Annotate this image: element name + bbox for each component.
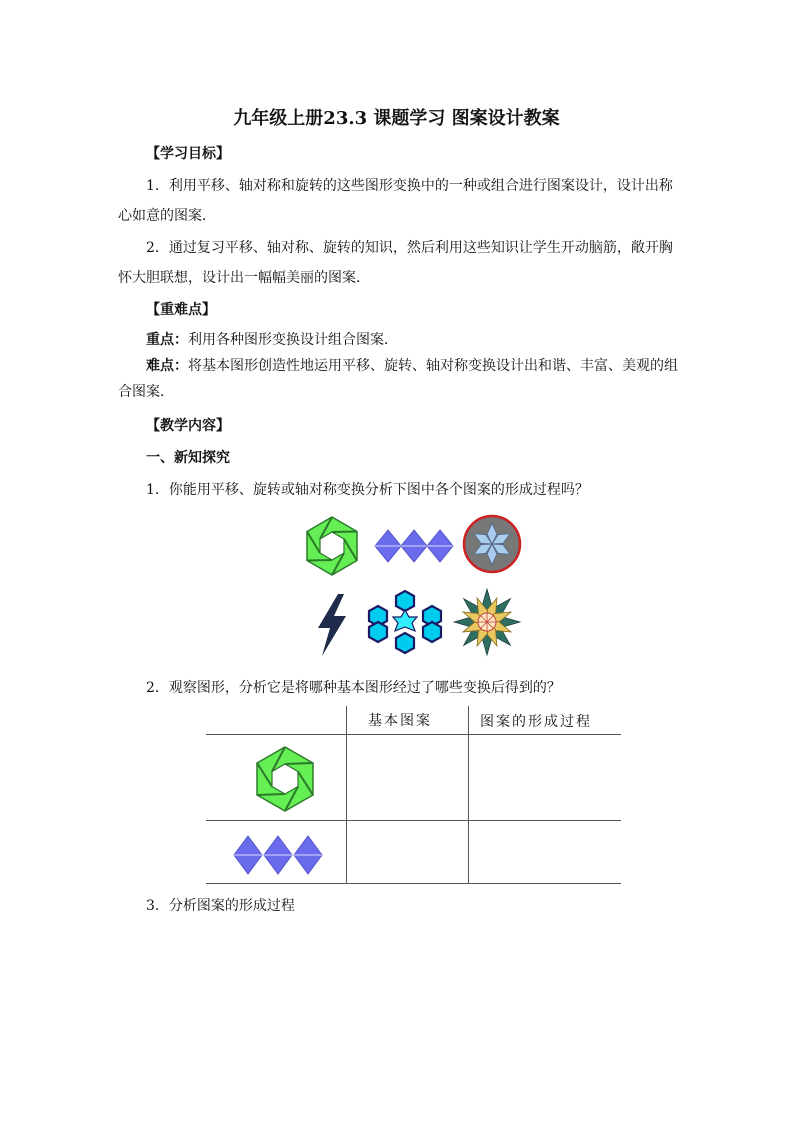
- table-header-basic-pattern: 基本图案: [368, 713, 432, 729]
- table-rule: [206, 883, 621, 884]
- blue-rhombus-row-icon: [375, 530, 453, 562]
- snowflake-circle-icon: [464, 516, 520, 572]
- goal-1-line-1: 1．利用平移、轴对称和旋转的这些图形变换中的一种或组合进行图案设计，设计出称: [146, 178, 673, 194]
- table-header-formation-process: 图案的形成过程: [480, 714, 592, 730]
- question-2: 2．观察图形，分析它是将哪种基本图形经过了哪些变换后得到的？: [146, 680, 561, 696]
- difficulty-line-1: [146, 356, 686, 376]
- figures-bottom-row: [306, 588, 528, 660]
- table-rule: [206, 734, 621, 735]
- goal-2-line-2: 怀大胆联想，设计出一幅幅美丽的图案．: [118, 270, 370, 286]
- table-row-1-figure: [248, 744, 322, 814]
- table-rule: [206, 820, 621, 821]
- difficulty-text: 将基本图形创造性地运用平移、旋转、轴对称变换设计出和谐、丰富、美观的组: [188, 358, 678, 374]
- starburst-flower-icon: [454, 589, 520, 655]
- difficulty-label: 难点：: [146, 358, 188, 374]
- lightning-bolt-icon: [318, 594, 346, 656]
- green-hexagon-knot-icon: [307, 517, 357, 575]
- key-text: 利用各种图形变换设计组合图案．: [188, 332, 398, 348]
- question-1: 1．你能用平移、旋转或轴对称变换分析下图中各个图案的形成过程吗？: [146, 482, 589, 498]
- table-divider: [468, 706, 469, 884]
- content-header: 【教学内容】: [146, 418, 230, 434]
- table-divider: [346, 706, 347, 884]
- hexagon-star-cluster-icon: [369, 591, 441, 653]
- goals-header: 【学习目标】: [146, 146, 230, 162]
- table-row-2-figure: [232, 834, 326, 876]
- key-label: 重点：: [146, 332, 188, 348]
- goal-2-line-1: 2．通过复习平移、轴对称、旋转的知识，然后利用这些知识让学生开动脑筋，敞开胸: [146, 240, 673, 256]
- figures-top-row: [298, 514, 530, 578]
- key-points-header: 【重难点】: [146, 302, 216, 318]
- blue-rhombus-row-icon: [234, 836, 322, 874]
- green-hexagon-knot-icon: [257, 747, 313, 811]
- goal-1-line-2: 心如意的图案．: [118, 208, 216, 224]
- key-point-line: [146, 330, 686, 350]
- part-1-heading: 一、新知探究: [146, 450, 230, 466]
- question-3: 3．分析图案的形成过程: [146, 898, 295, 914]
- page-title: 九年级上册23.3 课题学习 图案设计教案: [233, 108, 560, 129]
- difficulty-line-2: 合图案．: [118, 384, 174, 400]
